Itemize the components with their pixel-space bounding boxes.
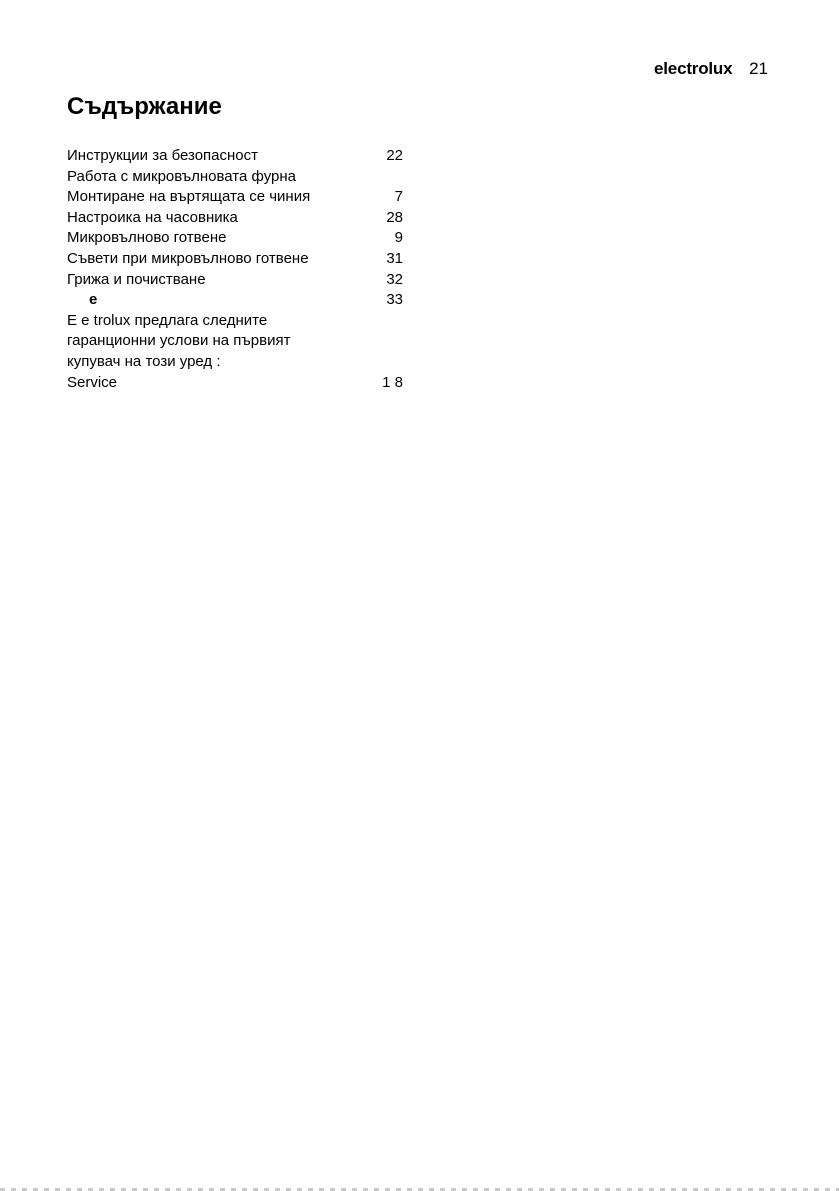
toc-label: Инструкции за безопасност	[67, 147, 259, 164]
toc-row-turntable[interactable]	[67, 187, 412, 208]
toc-label: е	[89, 291, 98, 309]
toc-label: Работа с микровълновата фурна	[67, 167, 296, 185]
toc-page-number: 9	[394, 229, 403, 247]
toc-label: Настроика на часовника	[67, 208, 238, 226]
toc-row-warranty-line-2	[67, 331, 412, 352]
toc-row-clock[interactable]	[67, 208, 412, 229]
toc-label: гаранционни услови на първият	[67, 332, 291, 350]
brand-logo-text: electrolux	[654, 59, 733, 78]
page-header	[654, 58, 768, 80]
toc-page-number: 28	[386, 208, 403, 226]
toc-page-number: 33	[386, 291, 403, 309]
toc-page-number: 22	[386, 147, 403, 164]
toc-label: Монтиране на въртящата се чиния	[67, 188, 311, 206]
toc-page-number: 31	[386, 249, 403, 267]
toc-label: Съвети при микровълново готвене	[67, 249, 309, 267]
toc-row-warranty-line-1	[67, 311, 412, 332]
page-number: 21	[749, 59, 768, 78]
toc-label: Микровълново готвене	[67, 229, 227, 247]
toc-page-number: 32	[386, 270, 403, 288]
toc-label: купувач на този уред :	[67, 352, 221, 370]
toc-row-bold-entry[interactable]	[67, 290, 412, 311]
toc-row-care-cleaning[interactable]	[67, 270, 412, 291]
toc-page-number: 7	[394, 188, 403, 206]
table-of-contents	[67, 146, 412, 393]
toc-row-warranty-line-3	[67, 352, 412, 373]
page-title: Съдържание	[67, 93, 222, 120]
toc-row-safety[interactable]	[67, 146, 412, 167]
toc-page-number: 1 8	[382, 373, 403, 391]
toc-label: Е е trolux предлага следните	[67, 311, 268, 329]
toc-label: Service	[67, 373, 118, 391]
toc-label: Грижа и почистване	[67, 270, 206, 288]
toc-row-operation[interactable]	[67, 167, 412, 188]
toc-row-cooking-tips[interactable]	[67, 249, 412, 270]
toc-row-microwave-cooking[interactable]	[67, 228, 412, 249]
toc-row-service[interactable]	[67, 373, 412, 394]
